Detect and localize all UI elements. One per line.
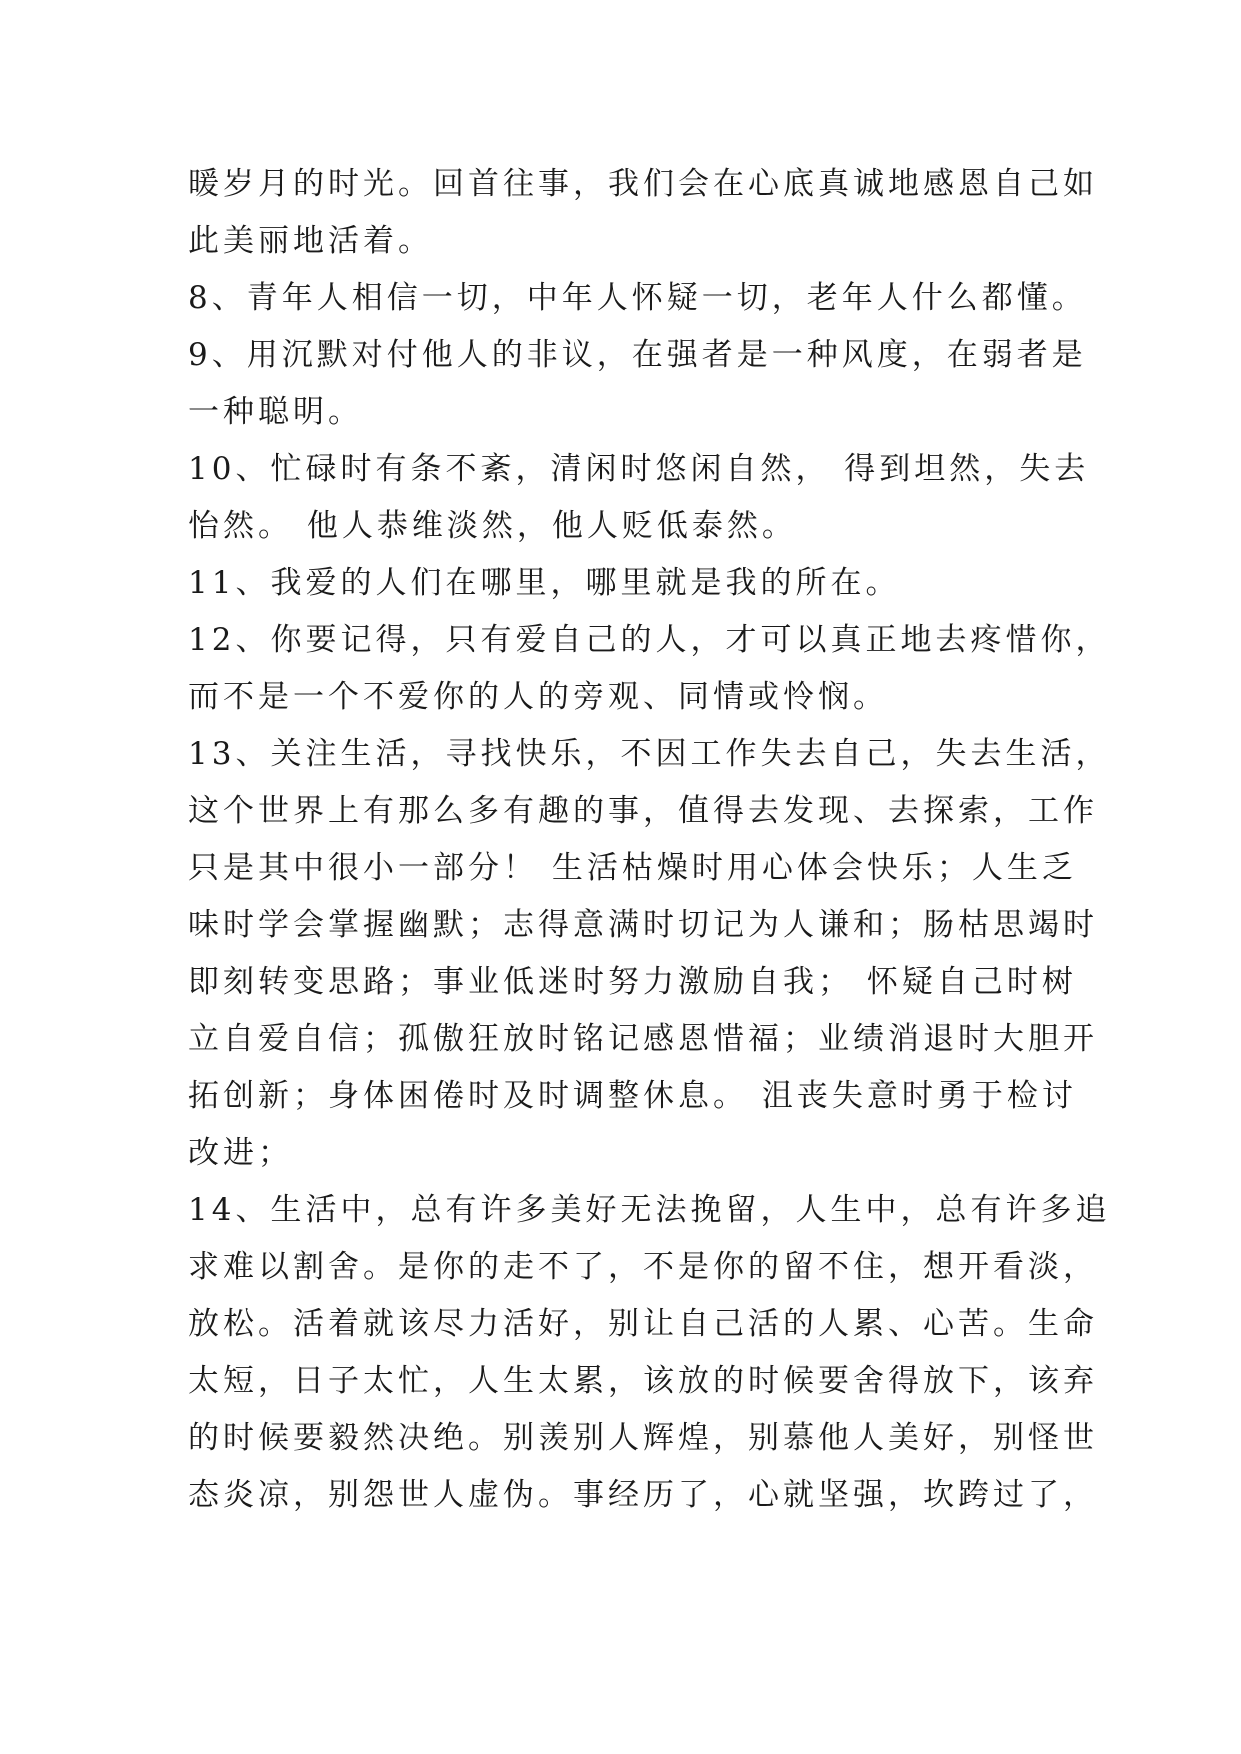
text-line: 的时候要毅然决绝。别羡别人辉煌，别慕他人美好，别怪世 [188, 1420, 1098, 1456]
text-line: 拓创新；身体困倦时及时调整休息。 沮丧失意时勇于检讨 [188, 1078, 1077, 1114]
text-line: 态炎凉，别怨世人虚伪。事经历了，心就坚强，坎跨过了， [188, 1477, 1098, 1513]
text-line: 改进； [188, 1135, 293, 1171]
text-line: 8、青年人相信一切，中年人怀疑一切，老年人什么都懂。 [188, 280, 1087, 316]
text-line: 12、你要记得，只有爱自己的人，才可以真正地去疼惜你， [188, 622, 1111, 658]
text-line: 14、生活中，总有许多美好无法挽留，人生中，总有许多追 [188, 1192, 1111, 1228]
text-line: 太短，日子太忙，人生太累，该放的时候要舍得放下，该弃 [188, 1363, 1098, 1399]
text-line: 11、我爱的人们在哪里，哪里就是我的所在。 [188, 565, 901, 601]
text-line: 这个世界上有那么多有趣的事，值得去发现、去探索，工作 [188, 793, 1098, 829]
text-line: 放松。活着就该尽力活好，别让自己活的人累、心苦。生命 [188, 1306, 1098, 1342]
text-line: 即刻转变思路；事业低迷时努力激励自我； 怀疑自己时树 [188, 964, 1077, 1000]
text-line: 味时学会掌握幽默；志得意满时切记为人谦和；肠枯思竭时 [188, 907, 1098, 943]
text-line: 只是其中很小一部分！ 生活枯燥时用心体会快乐；人生乏 [188, 850, 1077, 886]
text-line: 此美丽地活着。 [188, 223, 433, 259]
text-line: 10、忙碌时有条不紊，清闲时悠闲自然， 得到坦然，失去 [188, 451, 1090, 487]
text-line: 一种聪明。 [188, 394, 363, 430]
text-line: 立自爱自信；孤傲狂放时铭记感恩惜福；业绩消退时大胆开 [188, 1021, 1098, 1057]
text-line: 9、用沉默对付他人的非议，在强者是一种风度，在弱者是 [188, 337, 1087, 373]
text-line: 暖岁月的时光。回首往事，我们会在心底真诚地感恩自己如 [188, 166, 1098, 202]
text-line: 求难以割舍。是你的走不了，不是你的留不住，想开看淡， [188, 1249, 1098, 1285]
body-text [188, 156, 1111, 1524]
text-line: 怡然。 他人恭维淡然，他人贬低泰然。 [188, 508, 797, 544]
text-line: 而不是一个不爱你的人的旁观、同情或怜悯。 [188, 679, 888, 715]
text-line: 13、关注生活，寻找快乐，不因工作失去自己，失去生活， [188, 736, 1111, 772]
